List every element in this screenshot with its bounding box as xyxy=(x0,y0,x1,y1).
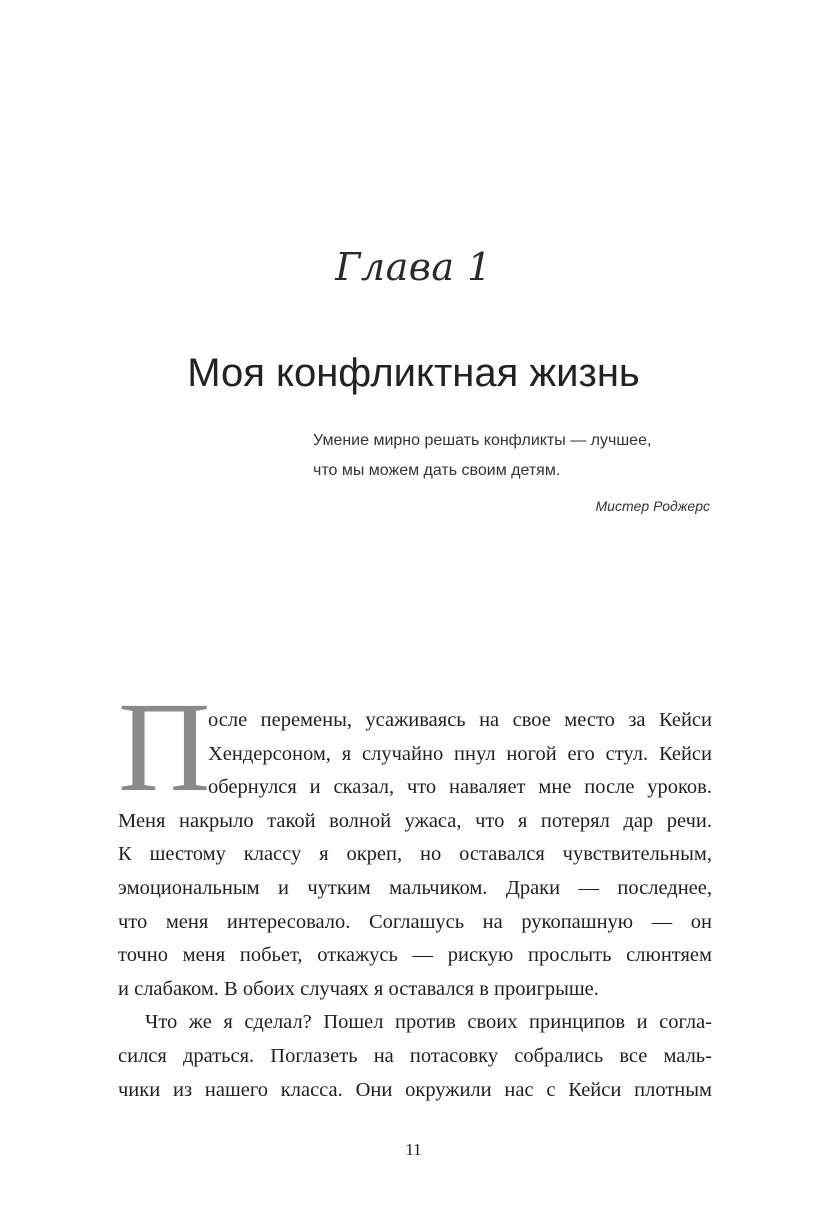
text-line: Что же я сделал? Пошел против своих принципов и согла- xyxy=(145,1011,712,1034)
epigraph-author: Мистер Роджерс xyxy=(595,498,710,514)
text-line: что меня интересовало. Соглашусь на рукопашную — он xyxy=(118,910,712,933)
text-line: Меня накрыло такой волной ужаса, что я потерял дар речи. xyxy=(118,809,712,832)
text-line: осле перемены, усаживаясь на свое место за Кейси xyxy=(208,709,712,731)
text-line: сился драться. Поглазеть на потасовку собрались все маль- xyxy=(118,1044,712,1067)
body-text xyxy=(118,704,712,1107)
text-line: точно меня побьет, откажусь — рискую прослыть слюнтяем xyxy=(118,944,712,967)
drop-cap: П xyxy=(118,676,211,818)
page-number: 11 xyxy=(405,1140,422,1159)
epigraph xyxy=(313,426,713,486)
text-line: Хендерсоном, я случайно пнул ногой его стул. Кейси xyxy=(208,742,712,765)
text-line: чики из нашего класса. Они окружили нас с Кейси плотным xyxy=(118,1078,712,1101)
text-line: эмоциональным и чутким мальчиком. Драки — последнее, xyxy=(118,876,712,899)
epigraph-line: Умение мирно решать конфликты — лучшее, xyxy=(313,432,652,449)
text-line: и слабаком. В обоих случаях я оставался в проигрыше. xyxy=(118,977,599,1000)
text-line: К шестому классу я окреп, но оставался чувствительным, xyxy=(118,843,712,866)
chapter-title: Моя конфликтная жизнь xyxy=(187,351,640,395)
text-line: обернулся и сказал, что наваляет мне после уроков. xyxy=(208,776,712,799)
epigraph-line: что мы можем дать своим детям. xyxy=(313,462,561,479)
chapter-label: Глава 1 xyxy=(335,245,492,289)
